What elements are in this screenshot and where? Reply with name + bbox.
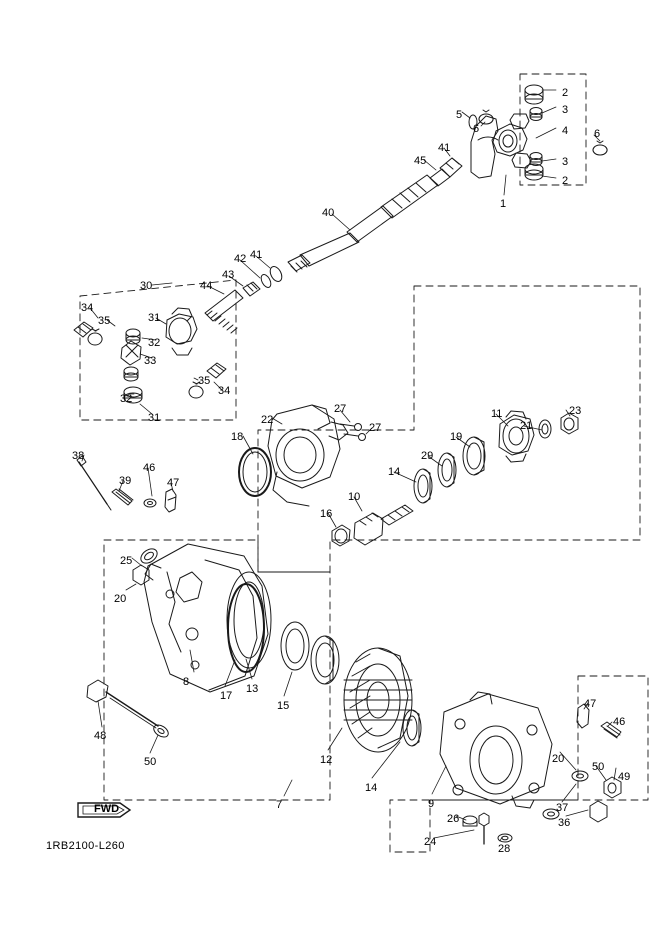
fwd-label: FWD <box>94 803 120 815</box>
callout-30: 30 <box>140 280 153 292</box>
callout-16: 16 <box>320 508 333 520</box>
callout-15: 15 <box>277 700 290 712</box>
callout-22: 22 <box>261 414 274 426</box>
callout-44: 44 <box>200 280 213 292</box>
callout-1: 1 <box>500 198 507 210</box>
callout-38: 38 <box>72 450 85 462</box>
part-number-label: 1RB2100-L260 <box>46 840 125 852</box>
callout-24: 24 <box>424 836 437 848</box>
callout-31: 31 <box>148 312 161 324</box>
callout-31: 31 <box>148 412 161 424</box>
callout-41: 41 <box>438 142 451 154</box>
callout-6: 6 <box>473 123 480 135</box>
callout-27: 27 <box>369 422 382 434</box>
callout-39: 39 <box>119 475 132 487</box>
callout-47: 47 <box>167 477 180 489</box>
callout-9: 9 <box>428 798 435 810</box>
callout-42: 42 <box>234 253 247 265</box>
callout-27: 27 <box>334 403 347 415</box>
callout-28: 28 <box>498 843 511 855</box>
callout-48: 48 <box>94 730 107 742</box>
callout-17: 17 <box>220 690 233 702</box>
callout-35: 35 <box>198 375 211 387</box>
callout-20: 20 <box>114 593 127 605</box>
callout-2: 2 <box>562 87 569 99</box>
callout-20: 20 <box>552 753 565 765</box>
callout-11: 11 <box>491 408 503 420</box>
callout-43: 43 <box>222 269 235 281</box>
forward-direction-badge <box>76 795 132 825</box>
callout-40: 40 <box>322 207 335 219</box>
callout-14: 14 <box>365 782 378 794</box>
callout-21: 21 <box>520 420 533 432</box>
callout-26: 26 <box>447 813 460 825</box>
callout-14: 14 <box>388 466 401 478</box>
callout-6: 6 <box>594 128 601 140</box>
callout-32: 32 <box>120 393 133 405</box>
callout-35: 35 <box>98 315 111 327</box>
callout-4: 4 <box>562 125 569 137</box>
callout-13: 13 <box>246 683 259 695</box>
callout-33: 33 <box>144 355 157 367</box>
callout-49: 49 <box>618 771 631 783</box>
callout-3: 3 <box>562 156 569 168</box>
callout-23: 23 <box>569 405 582 417</box>
callout-18: 18 <box>231 431 244 443</box>
callout-7: 7 <box>276 799 283 811</box>
callout-29: 29 <box>421 450 434 462</box>
callout-34: 34 <box>218 385 231 397</box>
callout-32: 32 <box>148 337 161 349</box>
callout-41: 41 <box>250 249 263 261</box>
callout-36: 36 <box>558 817 571 829</box>
callout-12: 12 <box>320 754 333 766</box>
callout-47: 47 <box>584 698 597 710</box>
callout-46: 46 <box>143 462 156 474</box>
callout-45: 45 <box>414 155 427 167</box>
callout-8: 8 <box>183 676 190 688</box>
callout-10: 10 <box>348 491 361 503</box>
callout-34: 34 <box>81 302 94 314</box>
callout-3: 3 <box>562 104 569 116</box>
callout-25: 25 <box>120 555 133 567</box>
callout-50: 50 <box>144 756 157 768</box>
callout-50: 50 <box>592 761 605 773</box>
callout-19: 19 <box>450 431 463 443</box>
callout-2: 2 <box>562 175 569 187</box>
callout-37: 37 <box>556 802 569 814</box>
callout-5: 5 <box>456 109 463 121</box>
callout-46: 46 <box>613 716 626 728</box>
